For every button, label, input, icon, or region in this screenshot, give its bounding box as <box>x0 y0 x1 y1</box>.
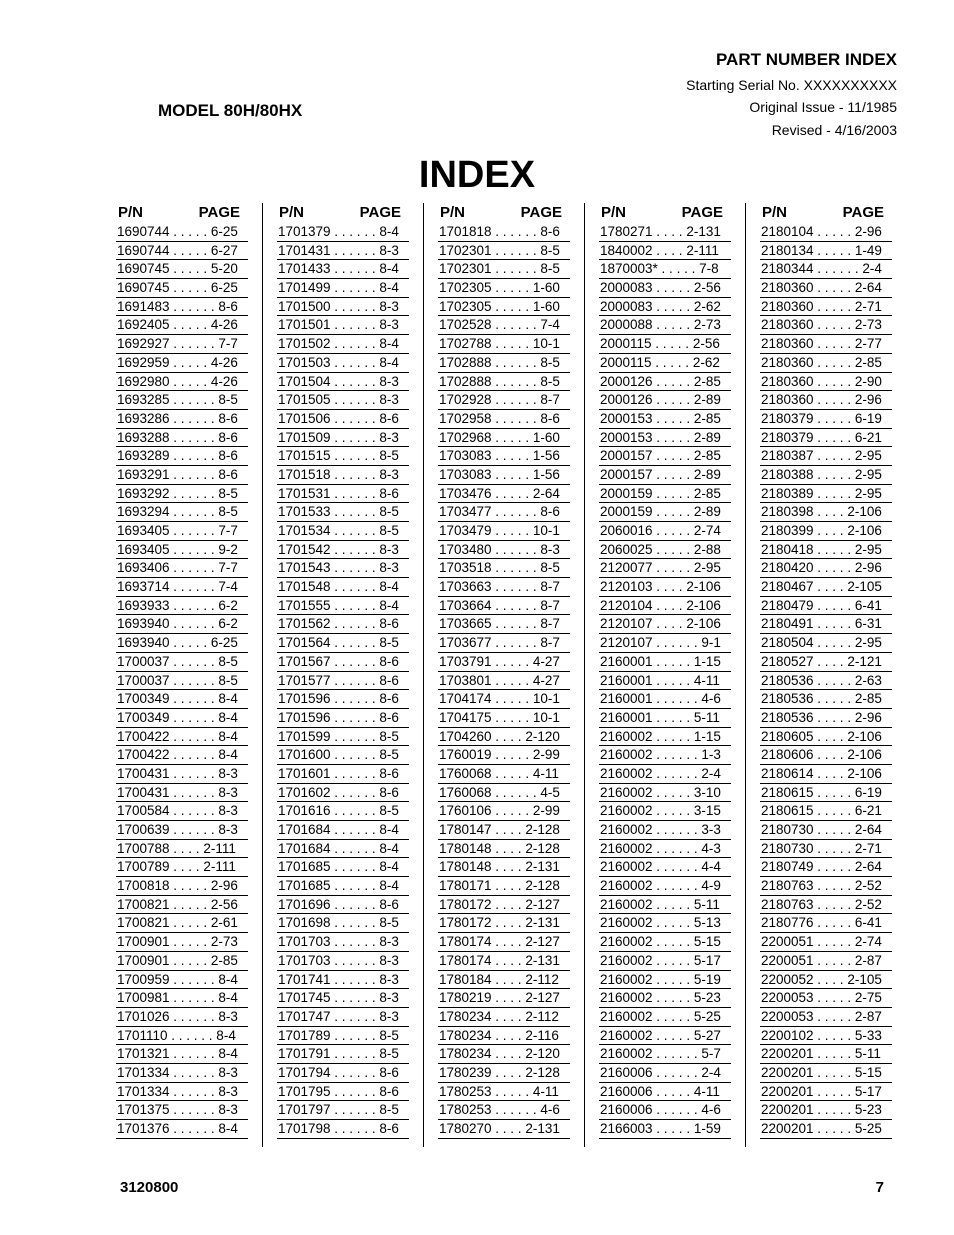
index-entry: 1692959 . . . . . 4-26 <box>116 354 248 373</box>
index-entry: 2180360 . . . . . 2-90 <box>760 373 892 392</box>
index-entry: 1702928 . . . . . . 8-7 <box>438 391 570 410</box>
index-entry: 1701376 . . . . . . 8-4 <box>116 1120 248 1139</box>
index-entry: 2200051 . . . . . 2-87 <box>760 952 892 971</box>
index-entry: 1700037 . . . . . . 8-5 <box>116 672 248 691</box>
index-entry: 1702968 . . . . . 1-60 <box>438 429 570 448</box>
index-entry: 2180389 . . . . . 2-95 <box>760 485 892 504</box>
index-entry: 2180399 . . . . 2-106 <box>760 522 892 541</box>
index-column <box>277 203 409 1139</box>
index-entry: 1703663 . . . . . . 8-7 <box>438 578 570 597</box>
index-entry: 1780174 . . . . 2-127 <box>438 933 570 952</box>
index-entry: 1700349 . . . . . . 8-4 <box>116 690 248 709</box>
column-divider <box>262 203 263 1147</box>
index-entry: 2200201 . . . . . 5-15 <box>760 1064 892 1083</box>
index-entry: 1701505 . . . . . . 8-3 <box>277 391 409 410</box>
index-entry: 1701499 . . . . . . 8-4 <box>277 279 409 298</box>
index-entry: 1702301 . . . . . . 8-5 <box>438 242 570 261</box>
index-entry: 1701745 . . . . . . 8-3 <box>277 989 409 1008</box>
index-entry: 1701375 . . . . . . 8-3 <box>116 1101 248 1120</box>
index-entry: 1701334 . . . . . . 8-3 <box>116 1083 248 1102</box>
index-entry: 2180420 . . . . . 2-96 <box>760 559 892 578</box>
index-entry: 1693285 . . . . . . 8-5 <box>116 391 248 410</box>
index-entry: 1703083 . . . . . 1-56 <box>438 447 570 466</box>
issue-line: Original Issue - 11/1985 <box>749 99 897 116</box>
index-entry: 1702958 . . . . . . 8-6 <box>438 410 570 429</box>
index-entry: 1840002 . . . . 2-111 <box>599 242 731 261</box>
index-entry: 2160001 . . . . . . 4-6 <box>599 690 731 709</box>
index-entry: 1701685 . . . . . . 8-4 <box>277 877 409 896</box>
index-entry: 1693294 . . . . . . 8-5 <box>116 503 248 522</box>
index-entry: 1701741 . . . . . . 8-3 <box>277 971 409 990</box>
index-entry: 1701502 . . . . . . 8-4 <box>277 335 409 354</box>
index-entry: 1701543 . . . . . . 8-3 <box>277 559 409 578</box>
index-entry: 2000115 . . . . . 2-62 <box>599 354 731 373</box>
index-entry: 2120107 . . . . . . 9-1 <box>599 634 731 653</box>
index-entry: 2180360 . . . . . 2-77 <box>760 335 892 354</box>
index-entry: 2180536 . . . . . 2-85 <box>760 690 892 709</box>
index-entry: 2180763 . . . . . 2-52 <box>760 896 892 915</box>
index-entry: 1692980 . . . . . 4-26 <box>116 373 248 392</box>
index-entry: 1701596 . . . . . . 8-6 <box>277 690 409 709</box>
index-entry: 1701747 . . . . . . 8-3 <box>277 1008 409 1027</box>
index-entry: 2180730 . . . . . 2-71 <box>760 840 892 859</box>
index-entry: 1693940 . . . . . . 6-2 <box>116 615 248 634</box>
column-header <box>599 203 731 223</box>
page-header: PAGE <box>842 204 884 221</box>
index-entry: 1702788 . . . . . 10-1 <box>438 335 570 354</box>
index-entry: 2180536 . . . . . 2-63 <box>760 672 892 691</box>
index-entry: 1704260 . . . . 2-120 <box>438 728 570 747</box>
index-entry: 2160002 . . . . . 5-13 <box>599 914 731 933</box>
pn-header: P/N <box>440 204 466 221</box>
pn-header: P/N <box>118 204 144 221</box>
index-entry: 1693406 . . . . . . 7-7 <box>116 559 248 578</box>
index-entry: 2180749 . . . . . 2-64 <box>760 858 892 877</box>
index-entry: 2200201 . . . . . 5-17 <box>760 1083 892 1102</box>
index-entry: 1780234 . . . . 2-116 <box>438 1027 570 1046</box>
index-entry: 1693286 . . . . . . 8-6 <box>116 410 248 429</box>
index-entry: 1780219 . . . . 2-127 <box>438 989 570 1008</box>
index-entry: 1780172 . . . . 2-127 <box>438 896 570 915</box>
index-entry: 1760019 . . . . . 2-99 <box>438 746 570 765</box>
index-entry: 1701555 . . . . . . 8-4 <box>277 597 409 616</box>
index-entry: 2120104 . . . . 2-106 <box>599 597 731 616</box>
index-entry: 2180504 . . . . . 2-95 <box>760 634 892 653</box>
column-header <box>277 203 409 223</box>
index-entry: 1701379 . . . . . . 8-4 <box>277 223 409 242</box>
page-header: PAGE <box>198 204 240 221</box>
index-entry: 1701794 . . . . . . 8-6 <box>277 1064 409 1083</box>
index-entry: 1701616 . . . . . . 8-5 <box>277 802 409 821</box>
index-entry: 1701515 . . . . . . 8-5 <box>277 447 409 466</box>
index-entry: 1701506 . . . . . . 8-6 <box>277 410 409 429</box>
index-entry: 1701684 . . . . . . 8-4 <box>277 821 409 840</box>
index-entry: 2160002 . . . . . . 4-4 <box>599 858 731 877</box>
index-entry: 1700584 . . . . . . 8-3 <box>116 802 248 821</box>
index-entry: 1701433 . . . . . . 8-4 <box>277 260 409 279</box>
index-entry: 1690744 . . . . . 6-27 <box>116 242 248 261</box>
index-entry: 2180730 . . . . . 2-64 <box>760 821 892 840</box>
index-entry: 1703476 . . . . . 2-64 <box>438 485 570 504</box>
index-entry: 1701685 . . . . . . 8-4 <box>277 858 409 877</box>
column-divider <box>423 203 424 1147</box>
index-entry: 1702888 . . . . . . 8-5 <box>438 354 570 373</box>
index-entry: 1780253 . . . . . 4-11 <box>438 1083 570 1102</box>
index-entry: 1703477 . . . . . . 8-6 <box>438 503 570 522</box>
index-entry: 1693288 . . . . . . 8-6 <box>116 429 248 448</box>
page-number: 7 <box>875 1179 884 1196</box>
index-entry: 1703791 . . . . . 4-27 <box>438 653 570 672</box>
index-entry: 1692927 . . . . . . 7-7 <box>116 335 248 354</box>
index-entry: 1700422 . . . . . . 8-4 <box>116 728 248 747</box>
index-entry: 2180479 . . . . . 6-41 <box>760 597 892 616</box>
index-entry: 2160006 . . . . . . 4-6 <box>599 1101 731 1120</box>
index-entry: 2160002 . . . . . . 5-7 <box>599 1045 731 1064</box>
page-header: PAGE <box>681 204 723 221</box>
index-entry: 1700818 . . . . . 2-96 <box>116 877 248 896</box>
index-entry: 2200052 . . . . 2-105 <box>760 971 892 990</box>
index-entry: 1780271 . . . . 2-131 <box>599 223 731 242</box>
index-entry: 1701518 . . . . . . 8-3 <box>277 466 409 485</box>
column-header <box>760 203 892 223</box>
index-entry: 1780147 . . . . 2-128 <box>438 821 570 840</box>
index-entry: 1701431 . . . . . . 8-3 <box>277 242 409 261</box>
index-entry: 1691483 . . . . . . 8-6 <box>116 298 248 317</box>
index-entry: 2180360 . . . . . 2-64 <box>760 279 892 298</box>
index-entry: 2120077 . . . . . 2-95 <box>599 559 731 578</box>
index-entry: 1703518 . . . . . . 8-5 <box>438 559 570 578</box>
index-entry: 2000157 . . . . . 2-85 <box>599 447 731 466</box>
index-entry: 2120103 . . . . 2-106 <box>599 578 731 597</box>
index-entry: 1780148 . . . . 2-131 <box>438 858 570 877</box>
index-entry: 1701698 . . . . . . 8-5 <box>277 914 409 933</box>
page-header <box>686 50 897 141</box>
index-entry: 1701334 . . . . . . 8-3 <box>116 1064 248 1083</box>
index-entry: 2200051 . . . . . 2-74 <box>760 933 892 952</box>
index-entry: 1704175 . . . . . 10-1 <box>438 709 570 728</box>
index-entry: 2166003 . . . . . 1-59 <box>599 1120 731 1139</box>
index-entry: 1693714 . . . . . . 7-4 <box>116 578 248 597</box>
index-entry: 2160002 . . . . . 1-15 <box>599 728 731 747</box>
index-entry: 1700959 . . . . . . 8-4 <box>116 971 248 990</box>
column-divider <box>745 203 746 1147</box>
index-entry: 1700037 . . . . . . 8-5 <box>116 653 248 672</box>
index-entry: 2180527 . . . . 2-121 <box>760 653 892 672</box>
index-entry: 2160002 . . . . . 5-23 <box>599 989 731 1008</box>
index-entry: 1701548 . . . . . . 8-4 <box>277 578 409 597</box>
index-entry: 2160002 . . . . . 5-25 <box>599 1008 731 1027</box>
index-entry: 2000153 . . . . . 2-89 <box>599 429 731 448</box>
model-title: MODEL 80H/80HX <box>158 101 303 120</box>
index-entry: 1701789 . . . . . . 8-5 <box>277 1027 409 1046</box>
index-entry: 1701500 . . . . . . 8-3 <box>277 298 409 317</box>
index-entry: 2000083 . . . . . 2-56 <box>599 279 731 298</box>
column-header <box>438 203 570 223</box>
index-entry: 1703083 . . . . . 1-56 <box>438 466 570 485</box>
index-entry: 2000083 . . . . . 2-62 <box>599 298 731 317</box>
index-entry: 1703677 . . . . . . 8-7 <box>438 634 570 653</box>
index-entry: 1701601 . . . . . . 8-6 <box>277 765 409 784</box>
index-entry: 1702301 . . . . . . 8-5 <box>438 260 570 279</box>
index-entry: 2160002 . . . . . . 3-3 <box>599 821 731 840</box>
index-entry: 1701501 . . . . . . 8-3 <box>277 316 409 335</box>
index-entry: 1702305 . . . . . 1-60 <box>438 279 570 298</box>
index-entry: 1701599 . . . . . . 8-5 <box>277 728 409 747</box>
index-entry: 1700821 . . . . . 2-56 <box>116 896 248 915</box>
index-entry: 1701321 . . . . . . 8-4 <box>116 1045 248 1064</box>
index-entry: 2160001 . . . . . 1-15 <box>599 653 731 672</box>
index-entry: 1700821 . . . . . 2-61 <box>116 914 248 933</box>
index-entry: 1780174 . . . . 2-131 <box>438 952 570 971</box>
index-entry: 1780172 . . . . 2-131 <box>438 914 570 933</box>
index-entry: 1701534 . . . . . . 8-5 <box>277 522 409 541</box>
index-entry: 1700639 . . . . . . 8-3 <box>116 821 248 840</box>
index-entry: 2180104 . . . . . 2-96 <box>760 223 892 242</box>
index-entry: 1690745 . . . . . 5-20 <box>116 260 248 279</box>
index-entry: 1701542 . . . . . . 8-3 <box>277 541 409 560</box>
index-column <box>438 203 570 1139</box>
index-entry: 1692405 . . . . . 4-26 <box>116 316 248 335</box>
index-entry: 2160002 . . . . . . 2-4 <box>599 765 731 784</box>
index-entry: 2160002 . . . . . 5-15 <box>599 933 731 952</box>
index-entry: 2180360 . . . . . 2-73 <box>760 316 892 335</box>
index-entry: 1780239 . . . . 2-128 <box>438 1064 570 1083</box>
index-entry: 1701533 . . . . . . 8-5 <box>277 503 409 522</box>
index-entry: 1701703 . . . . . . 8-3 <box>277 933 409 952</box>
index-entry: 2180467 . . . . 2-105 <box>760 578 892 597</box>
index-entry: 1780234 . . . . 2-120 <box>438 1045 570 1064</box>
index-column <box>116 203 248 1139</box>
index-entry: 2160006 . . . . . . 2-4 <box>599 1064 731 1083</box>
index-entry: 2160002 . . . . . 3-15 <box>599 802 731 821</box>
index-entry: 1700422 . . . . . . 8-4 <box>116 746 248 765</box>
index-entry: 2180491 . . . . . 6-31 <box>760 615 892 634</box>
index-entry: 1700431 . . . . . . 8-3 <box>116 784 248 803</box>
index-entry: 1870003* . . . . . 7-8 <box>599 260 731 279</box>
index-entry: 2180606 . . . . 2-106 <box>760 746 892 765</box>
index-entry: 1701703 . . . . . . 8-3 <box>277 952 409 971</box>
doc-number: 3120800 <box>120 1179 179 1196</box>
index-entry: 2200201 . . . . . 5-11 <box>760 1045 892 1064</box>
index-entry: 2180605 . . . . 2-106 <box>760 728 892 747</box>
index-entry: 2160002 . . . . . 5-11 <box>599 896 731 915</box>
index-entry: 1702528 . . . . . . 7-4 <box>438 316 570 335</box>
index-entry: 2160002 . . . . . . 4-3 <box>599 840 731 859</box>
index-entry: 2180360 . . . . . 2-71 <box>760 298 892 317</box>
index-entry: 1690745 . . . . . 6-25 <box>116 279 248 298</box>
index-entry: 1780171 . . . . 2-128 <box>438 877 570 896</box>
index-entry: 2160002 . . . . . 5-27 <box>599 1027 731 1046</box>
index-entry: 1701600 . . . . . . 8-5 <box>277 746 409 765</box>
index-entry: 1703480 . . . . . . 8-3 <box>438 541 570 560</box>
index-entry: 1701509 . . . . . . 8-3 <box>277 429 409 448</box>
index-entry: 1702305 . . . . . 1-60 <box>438 298 570 317</box>
index-entry: 2000153 . . . . . 2-85 <box>599 410 731 429</box>
index-entry: 2200201 . . . . . 5-23 <box>760 1101 892 1120</box>
index-entry: 2200201 . . . . . 5-25 <box>760 1120 892 1139</box>
index-entry: 1693405 . . . . . . 7-7 <box>116 522 248 541</box>
index-entry: 1700789 . . . . 2-111 <box>116 858 248 877</box>
index-entry: 2160002 . . . . . . 4-9 <box>599 877 731 896</box>
index-entry: 1700981 . . . . . . 8-4 <box>116 989 248 1008</box>
index-entry: 2000159 . . . . . 2-85 <box>599 485 731 504</box>
index-entry: 2180536 . . . . . 2-96 <box>760 709 892 728</box>
index-entry: 2180615 . . . . . 6-19 <box>760 784 892 803</box>
index-entry: 1701602 . . . . . . 8-6 <box>277 784 409 803</box>
index-entry: 1701026 . . . . . . 8-3 <box>116 1008 248 1027</box>
index-entry: 2000088 . . . . . 2-73 <box>599 316 731 335</box>
index-entry: 2180763 . . . . . 2-52 <box>760 877 892 896</box>
index-entry: 1704174 . . . . . 10-1 <box>438 690 570 709</box>
index-entry: 2000115 . . . . . 2-56 <box>599 335 731 354</box>
index-entry: 1703801 . . . . . 4-27 <box>438 672 570 691</box>
index-entry: 2000126 . . . . . 2-85 <box>599 373 731 392</box>
index-entry: 1701791 . . . . . . 8-5 <box>277 1045 409 1064</box>
index-entry: 1701110 . . . . . . 8-4 <box>116 1027 248 1046</box>
index-entry: 1700901 . . . . . 2-73 <box>116 933 248 952</box>
index-entry: 2200053 . . . . . 2-75 <box>760 989 892 1008</box>
index-entry: 1701795 . . . . . . 8-6 <box>277 1083 409 1102</box>
index-column <box>760 203 892 1139</box>
index-entry: 1760068 . . . . . 4-11 <box>438 765 570 784</box>
page-title: INDEX <box>418 154 536 196</box>
index-entry: 1702888 . . . . . . 8-5 <box>438 373 570 392</box>
revised-line: Revised - 4/16/2003 <box>771 121 897 138</box>
index-entry: 1693405 . . . . . . 9-2 <box>116 541 248 560</box>
index-entry: 2160006 . . . . . 4-11 <box>599 1083 731 1102</box>
index-entry: 1780253 . . . . . . 4-6 <box>438 1101 570 1120</box>
index-entry: 1693940 . . . . . 6-25 <box>116 634 248 653</box>
index-entry: 2180134 . . . . . 1-49 <box>760 242 892 261</box>
index-entry: 1780148 . . . . 2-128 <box>438 840 570 859</box>
index-entry: 1693291 . . . . . . 8-6 <box>116 466 248 485</box>
index-entry: 2160001 . . . . . 4-11 <box>599 672 731 691</box>
index-entry: 1693292 . . . . . . 8-5 <box>116 485 248 504</box>
index-entry: 1703664 . . . . . . 8-7 <box>438 597 570 616</box>
index-entry: 2180344 . . . . . . 2-4 <box>760 260 892 279</box>
index-entry: 1700901 . . . . . 2-85 <box>116 952 248 971</box>
index-entry: 2180388 . . . . . 2-95 <box>760 466 892 485</box>
index-entry: 1701596 . . . . . . 8-6 <box>277 709 409 728</box>
index-entry: 2180615 . . . . . 6-21 <box>760 802 892 821</box>
index-entry: 1700788 . . . . 2-111 <box>116 840 248 859</box>
index-entry: 1701696 . . . . . . 8-6 <box>277 896 409 915</box>
index-entry: 1701567 . . . . . . 8-6 <box>277 653 409 672</box>
index-entry: 2200053 . . . . . 2-87 <box>760 1008 892 1027</box>
index-entry: 2160002 . . . . . . 1-3 <box>599 746 731 765</box>
index-entry: 2000159 . . . . . 2-89 <box>599 503 731 522</box>
index-entry: 1780270 . . . . 2-131 <box>438 1120 570 1139</box>
index-entry: 1760106 . . . . . 2-99 <box>438 802 570 821</box>
index-entry: 1701818 . . . . . . 8-6 <box>438 223 570 242</box>
index-entry: 2060016 . . . . . 2-74 <box>599 522 731 541</box>
index-entry: 2160001 . . . . . 5-11 <box>599 709 731 728</box>
index-entry: 1700431 . . . . . . 8-3 <box>116 765 248 784</box>
index-entry: 2180776 . . . . . 6-41 <box>760 914 892 933</box>
index-entry: 1701684 . . . . . . 8-4 <box>277 840 409 859</box>
index-entry: 1701503 . . . . . . 8-4 <box>277 354 409 373</box>
pn-header: P/N <box>762 204 788 221</box>
index-entry: 2160002 . . . . . 5-17 <box>599 952 731 971</box>
index-entry: 1703665 . . . . . . 8-7 <box>438 615 570 634</box>
index-entry: 1701564 . . . . . . 8-5 <box>277 634 409 653</box>
page-header: PAGE <box>359 204 401 221</box>
index-entry: 1701504 . . . . . . 8-3 <box>277 373 409 392</box>
index-entry: 2180379 . . . . . 6-21 <box>760 429 892 448</box>
column-header <box>116 203 248 223</box>
index-entry: 1701577 . . . . . . 8-6 <box>277 672 409 691</box>
index-entry: 2000157 . . . . . 2-89 <box>599 466 731 485</box>
column-divider <box>584 203 585 1147</box>
index-entry: 1780234 . . . . 2-112 <box>438 1008 570 1027</box>
index-entry: 2180387 . . . . . 2-95 <box>760 447 892 466</box>
index-entry: 1701797 . . . . . . 8-5 <box>277 1101 409 1120</box>
index-entry: 1760068 . . . . . . 4-5 <box>438 784 570 803</box>
index-column <box>599 203 731 1139</box>
index-entry: 2000126 . . . . . 2-89 <box>599 391 731 410</box>
index-entry: 2120107 . . . . 2-106 <box>599 615 731 634</box>
index-entry: 1701562 . . . . . . 8-6 <box>277 615 409 634</box>
index-entry: 2160002 . . . . . 3-10 <box>599 784 731 803</box>
section-title: PART NUMBER INDEX <box>715 50 897 69</box>
index-entry: 2180360 . . . . . 2-96 <box>760 391 892 410</box>
index-entry: 1701798 . . . . . . 8-6 <box>277 1120 409 1139</box>
index-entry: 1701531 . . . . . . 8-6 <box>277 485 409 504</box>
index-entry: 1693933 . . . . . . 6-2 <box>116 597 248 616</box>
index-entry: 1690744 . . . . . 6-25 <box>116 223 248 242</box>
serial-line: Starting Serial No. XXXXXXXXXX <box>686 77 897 93</box>
index-entry: 1780184 . . . . 2-112 <box>438 971 570 990</box>
index-entry: 2180418 . . . . . 2-95 <box>760 541 892 560</box>
index-entry: 2180379 . . . . . 6-19 <box>760 410 892 429</box>
index-entry: 2160002 . . . . . 5-19 <box>599 971 731 990</box>
index-entry: 1700349 . . . . . . 8-4 <box>116 709 248 728</box>
index-entry: 2180614 . . . . 2-106 <box>760 765 892 784</box>
index-entry: 2060025 . . . . . 2-88 <box>599 541 731 560</box>
index-entry: 1703479 . . . . . 10-1 <box>438 522 570 541</box>
pn-header: P/N <box>601 204 627 221</box>
index-entry: 2180360 . . . . . 2-85 <box>760 354 892 373</box>
pn-header: P/N <box>279 204 305 221</box>
index-entry: 2180398 . . . . 2-106 <box>760 503 892 522</box>
page-header: PAGE <box>520 204 562 221</box>
index-entry: 2200102 . . . . . 5-33 <box>760 1027 892 1046</box>
index-entry: 1693289 . . . . . . 8-6 <box>116 447 248 466</box>
